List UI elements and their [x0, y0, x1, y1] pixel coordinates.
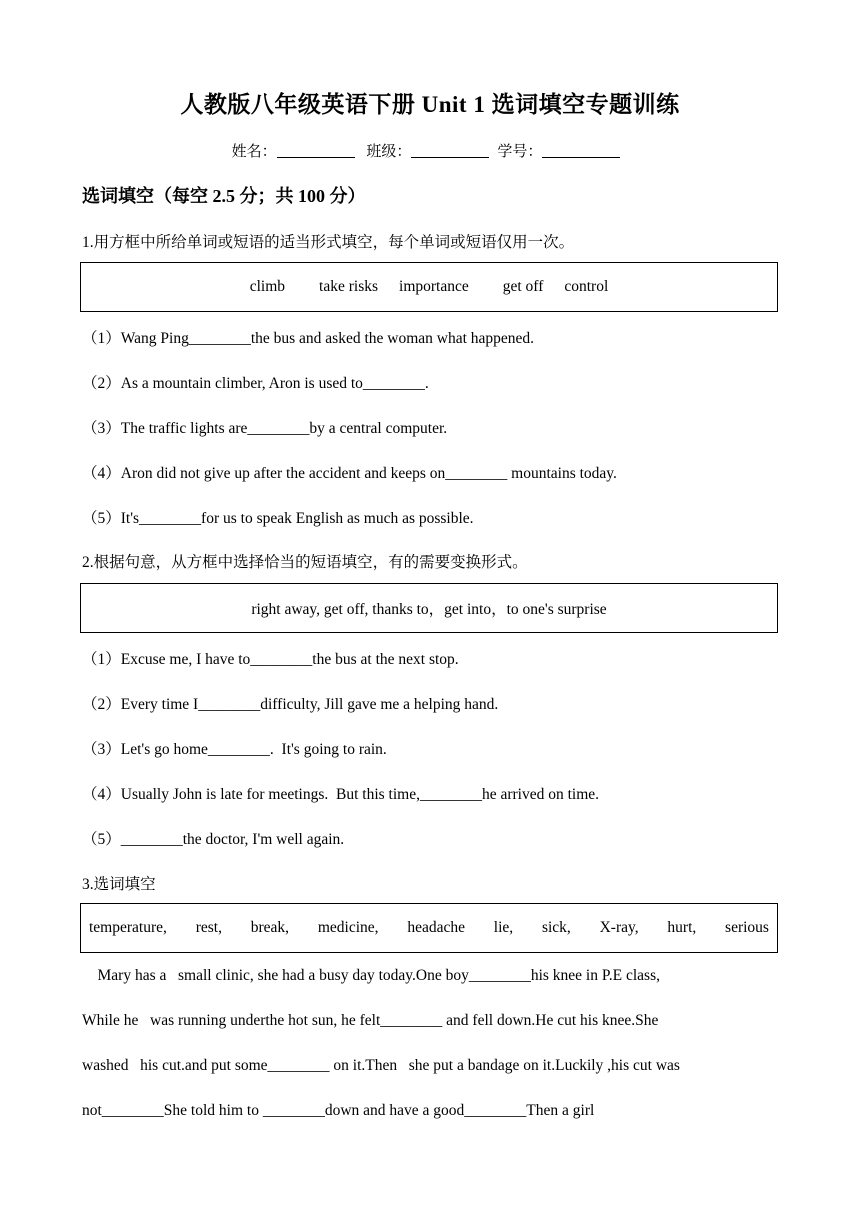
q2-item-4: （4）Usually John is late for meetings. But this time,________he arrived on time. [82, 786, 600, 803]
q3-word: lie, [493, 919, 514, 936]
q1-word: get off [502, 278, 544, 295]
q2-item-1: （1）Excuse me, I have to________the bus at the next stop. [82, 651, 459, 668]
q2-item-2: （2）Every time I________difficulty, Jill gave me a helping hand. [82, 696, 499, 713]
q3-word: X-ray, [599, 919, 639, 936]
q1-item-2: （2）As a mountain climber, Aron is used to________. [82, 375, 429, 392]
q3-word: sick, [541, 919, 571, 936]
class-label: 班级： [366, 144, 412, 160]
q1-word: importance [399, 278, 469, 295]
q1-word-box [80, 262, 778, 312]
student-info-line [0, 140, 860, 161]
name-label: 姓名： [231, 144, 277, 160]
q2-phrases: right away, get off, thanks to，get into，to one's surprise [251, 601, 607, 618]
q3-heading: 3.选词填空 [82, 876, 156, 893]
name-blank[interactable] [277, 143, 355, 158]
q3-word-box [80, 903, 778, 953]
q1-word: control [564, 278, 609, 295]
q3-paragraph-line-2: While he was running underthe hot sun, he felt________ and fell down.He cut his knee.She [82, 1012, 659, 1029]
page-title: 人教版八年级英语下册 Unit 1 选词填空专题训练 [180, 92, 680, 117]
q3-word: serious [725, 919, 769, 936]
q1-item-4: （4）Aron did not give up after the accident and keeps on________ mountains today. [82, 465, 617, 482]
q1-word: climb [249, 278, 286, 295]
q2-item-3: （3）Let's go home________. It's going to rain. [82, 741, 387, 758]
id-blank[interactable] [542, 143, 620, 158]
q1-heading: 1.用方框中所给单词或短语的适当形式填空，每个单词或短语仅用一次。 [82, 234, 575, 251]
q1-item-5: （5）It's________for us to speak English as much as possible. [82, 510, 474, 527]
q2-phrase-box [80, 583, 778, 633]
q3-paragraph-line-1: Mary has a small clinic, she had a busy day today.One boy________his knee in P.E class, [82, 967, 660, 984]
q1-word: take risks [319, 278, 379, 295]
class-blank[interactable] [411, 143, 489, 158]
q2-heading: 2.根据句意，从方框中选择恰当的短语填空，有的需要变换形式。 [82, 554, 528, 571]
q3-word: medicine, [317, 919, 379, 936]
q3-word: hurt, [667, 919, 697, 936]
section-title: 选词填空（每空 2.5 分；共 100 分） [82, 186, 366, 206]
q1-item-3: （3）The traffic lights are________by a central computer. [82, 420, 448, 437]
q1-item-1: （1）Wang Ping________the bus and asked the woman what happened. [82, 330, 535, 347]
q3-paragraph-line-4: not________She told him to ________down and have a good________Then a girl [82, 1102, 595, 1119]
id-label: 学号： [497, 144, 543, 160]
q2-item-5: （5）________the doctor, I'm well again. [82, 831, 345, 848]
q3-paragraph-line-3: washed his cut.and put some________ on it.Then she put a bandage on it.Luckily ,his cut was [82, 1057, 680, 1074]
q3-word: headache [407, 919, 465, 936]
q3-word: rest, [195, 919, 222, 936]
q3-word: temperature, [89, 919, 167, 936]
q3-word: break, [250, 919, 290, 936]
